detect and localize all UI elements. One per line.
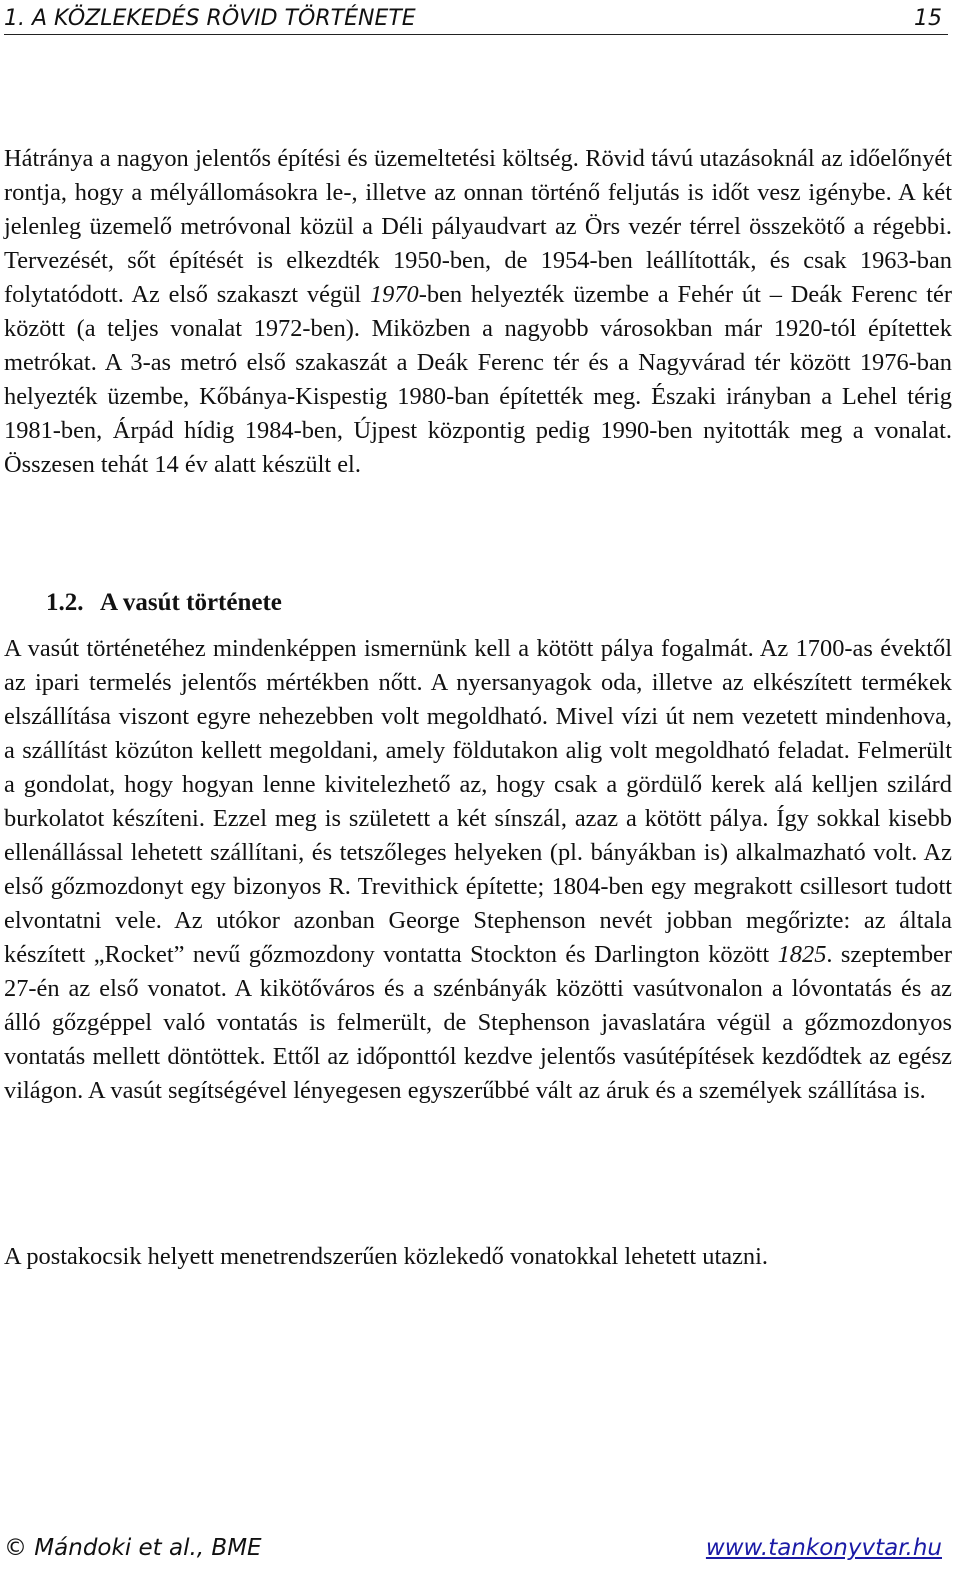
page-header — [4, 4, 948, 35]
paragraph-text: Hátránya a nagyon jelentős építési és üzemeltetési költség. Rövid távú utazásoknál az időelőnyét rontja, hogy a mélyállomásokra le-, illetve az onnan történő feljutás is időt vesz igénybe. A két jelenleg üzemelő metróvonal közül a Déli pályaudvart az Örs vezér térrel összekötő a régebbi. Tervezését, sőt építését is elkezdték 1950-ben, de 1954-ben leállították, és csak 1963-ban folytatódott. Az első szakaszt végül — [4, 145, 952, 308]
paragraph-postcoach: A postakocsik helyett menetrendszerűen közlekedő vonatokkal lehetett utazni. — [4, 1243, 768, 1270]
paragraph-text: . szeptember 27-én az első vonatot. A kikötőváros és a szénbányák közötti vasútvonalon a lóvontatás és az álló gőzgéppel való vontatás is felmerült, de Stephenson javaslatára végül a gőzmozdonyos vontatás mellett döntöttek. Ettől az időponttól kezdve jelentős vasútépítések kezdődtek az egész világon. A vasút segítségével lényegesen egyszerűbbé vált az áruk és a személyek szállítása is. — [4, 941, 952, 1104]
section-heading — [46, 586, 282, 620]
section-number: 1.2. — [46, 589, 84, 616]
chapter-title: 1. A KÖZLEKEDÉS RÖVID TÖRTÉNETE — [4, 6, 416, 31]
page-footer — [4, 1528, 948, 1568]
year-italic: 1970 — [369, 281, 419, 308]
page-number: 15 — [914, 6, 942, 31]
section-title: A vasút története — [100, 589, 282, 616]
paragraph-text: A vasút történetéhez mindenképpen ismernünk kell a kötött pálya fogalmát. Az 1700-as évektől az ipari termelés jelentős mértékben nőtt. A nyersanyagok oda, illetve az elkészített termékek elszállítása viszont egyre nehezebben volt megoldható. Mivel vízi út nem vezetett mindenhova, a szállítást közúton kellett megoldani, amely földutakon alig volt megoldható feladat. Felmerült a gondolat, hogy hogyan lenne kivitelezhető az, hogy csak a gördülő kerek alá kelljen szilárd burkolatot készíteni. Ezzel meg is született a két sínszál, azaz a kötött pálya. Így sokkal kisebb ellenállással lehetett szállítani, és tetszőleges helyeken (pl. bányákban is) alkalmazható volt. Az első gőzmozdonyt egy bizonyos R. Trevithick építette; 1804-ben egy megrakott csillesort tudott elvontatni vele. Az utókor azonban George Stephenson nevét jobban megőrizte: az általa készített „Rocket” nevű gőzmozdony vontatta Stockton és Darlington között — [4, 635, 952, 968]
year-italic: 1825 — [777, 941, 827, 968]
website-link[interactable]: www.tankonyvtar.hu — [705, 1535, 942, 1561]
paragraph-text: -ben helyezték üzembe a Fehér út – Deák Ferenc tér között (a teljes vonalat 1972-ben). Miközben a nagyobb városokban már 1920-tól építettek metrókat. A 3-as metró első szakaszát a Deák Ferenc tér és a Nagyvárad tér között 1976-ban helyezték üzembe, Kőbánya-Kispestig 1980-ban építették meg. Északi irányban a Lehel térig 1981-ben, Árpád hídig 1984-ben, Újpest központig pedig 1990-ben nyitották meg a vonalat. Összesen tehát 14 év alatt készült el. — [4, 281, 952, 478]
paragraph-railway — [4, 632, 952, 1108]
copyright-text: © Mándoki et al., BME — [4, 1535, 262, 1561]
paragraph-metro — [4, 142, 952, 482]
